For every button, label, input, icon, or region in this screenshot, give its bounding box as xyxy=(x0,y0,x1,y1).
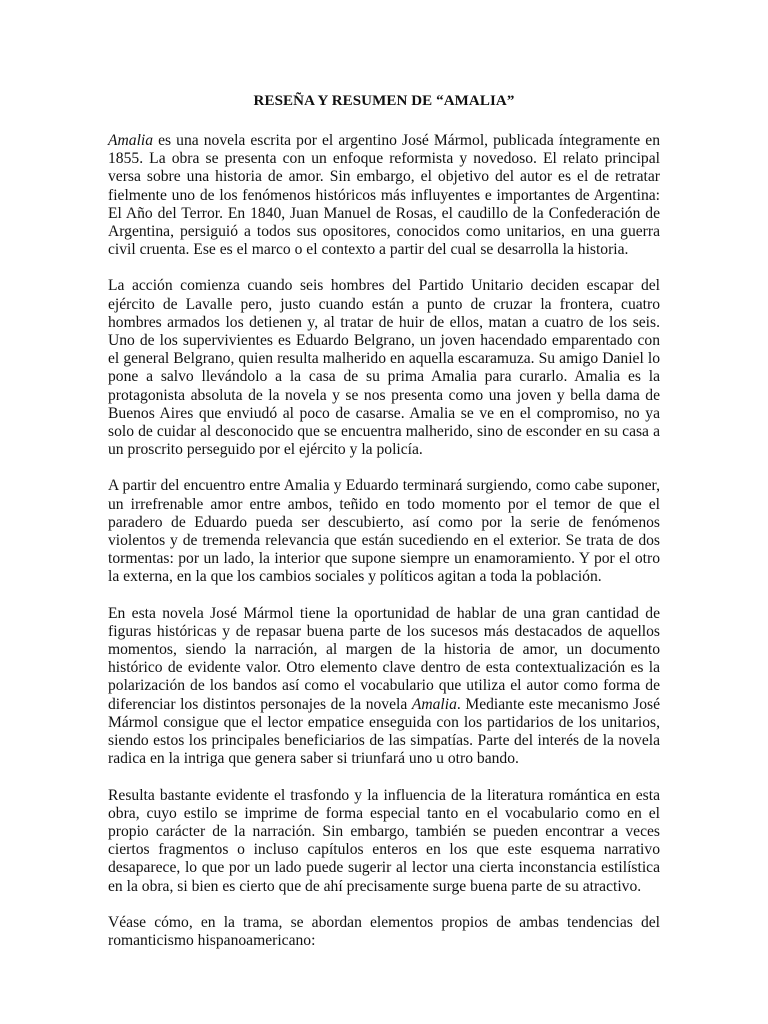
book-title-italic: Amalia xyxy=(411,695,457,713)
paragraph-1 xyxy=(108,132,660,259)
book-title-italic: Amalia xyxy=(108,132,154,149)
paragraph-4 xyxy=(108,605,660,769)
paragraph-6: Véase cómo, en la trama, se abordan elementos propios de ambas tendencias del romanticismo hispanoamericano: xyxy=(108,913,660,949)
document-page xyxy=(108,92,660,968)
paragraph-4-text-before: En esta novela José Mármol tiene la oportunidad de hablar de una gran cantidad de figuras históricas y de repasar buena parte de los sucesos más destacados de aquellos momentos, siendo la narración, al margen de la historia de amor, un documento histórico de evidente valor. Otro elemento clave dentro de esta contextualización es la polarización de los bandos así como el vocabulario que utiliza el autor como forma de diferenciar los distintos personajes de la novela xyxy=(108,604,660,713)
paragraph-5: Resulta bastante evidente el trasfondo y la influencia de la literatura romántica en esta obra, cuyo estilo se imprime de forma especial tanto en el vocabulario como en el propio carácter de la narración. Sin embargo, también se pueden encontrar a veces ciertos fragmentos o incluso capítulos enteros en los que este esquema narrativo desaparece, lo que por un lado puede sugerir al lector una cierta inconstancia estilística en la obra, si bien es cierto que de ahí precisamente surge buena parte de su atractivo. xyxy=(108,786,660,895)
paragraph-2: La acción comienza cuando seis hombres del Partido Unitario deciden escapar del ejército de Lavalle pero, justo cuando están a punto de cruzar la frontera, cuatro hombres armados los detienen y, al tratar de huir de ellos, matan a cuatro de los seis. Uno de los supervivientes es Eduardo Belgrano, un joven hacendado emparentado con el general Belgrano, quien resulta malherido en aquella escaramuza. Su amigo Daniel lo pone a salvo llevándolo a la casa de su prima Amalia para curarlo. Amalia es la protagonista absoluta de la novela y se nos presenta como una joven y bella dama de Buenos Aires que enviudó al poco de casarse. Amalia se ve en el compromiso, no ya solo de cuidar al desconocido que se encuentra malherido, sino de esconder en su casa a un proscrito perseguido por el ejército y la policía. xyxy=(108,277,660,459)
paragraph-3: A partir del encuentro entre Amalia y Eduardo terminará surgiendo, como cabe suponer, un irrefrenable amor entre ambos, teñido en todo momento por el temor de que el paradero de Eduardo pueda ser descubierto, así como por la serie de fenómenos violentos y de tremenda relevancia que están sucediendo en el exterior. Se trata de dos tormentas: por un lado, la interior que supone siempre un enamoramiento. Y por el otro la externa, en la que los cambios sociales y políticos agitan a toda la población. xyxy=(108,477,660,586)
document-title: RESEÑA Y RESUMEN DE “AMALIA” xyxy=(253,93,515,109)
paragraph-4-text-after: . Mediante este mecanismo José Mármol consigue que el lector empatice enseguida con los partidarios de los unitarios, siendo estos los principales beneficiarios de las simpatías. Parte del interés de la novela radica en la intriga que genera saber si triunfará uno u otro bando. xyxy=(108,695,660,768)
paragraph-1-text: es una novela escrita por el argentino José Mármol, publicada íntegramente en 1855. La obra se presenta con un enfoque reformista y novedoso. El relato principal versa sobre una historia de amor. Sin embargo, el objetivo del autor es el de retratar fielmente uno de los fenómenos históricos más influyentes e importantes de Argentina: El Año del Terror. En 1840, Juan Manuel de Rosas, el caudillo de la Confederación de Argentina, persiguió a todos sus opositores, conocidos como unitarios, en una guerra civil cruenta. Ese es el marco o el contexto a partir del cual se desarrolla la historia. xyxy=(108,132,660,259)
